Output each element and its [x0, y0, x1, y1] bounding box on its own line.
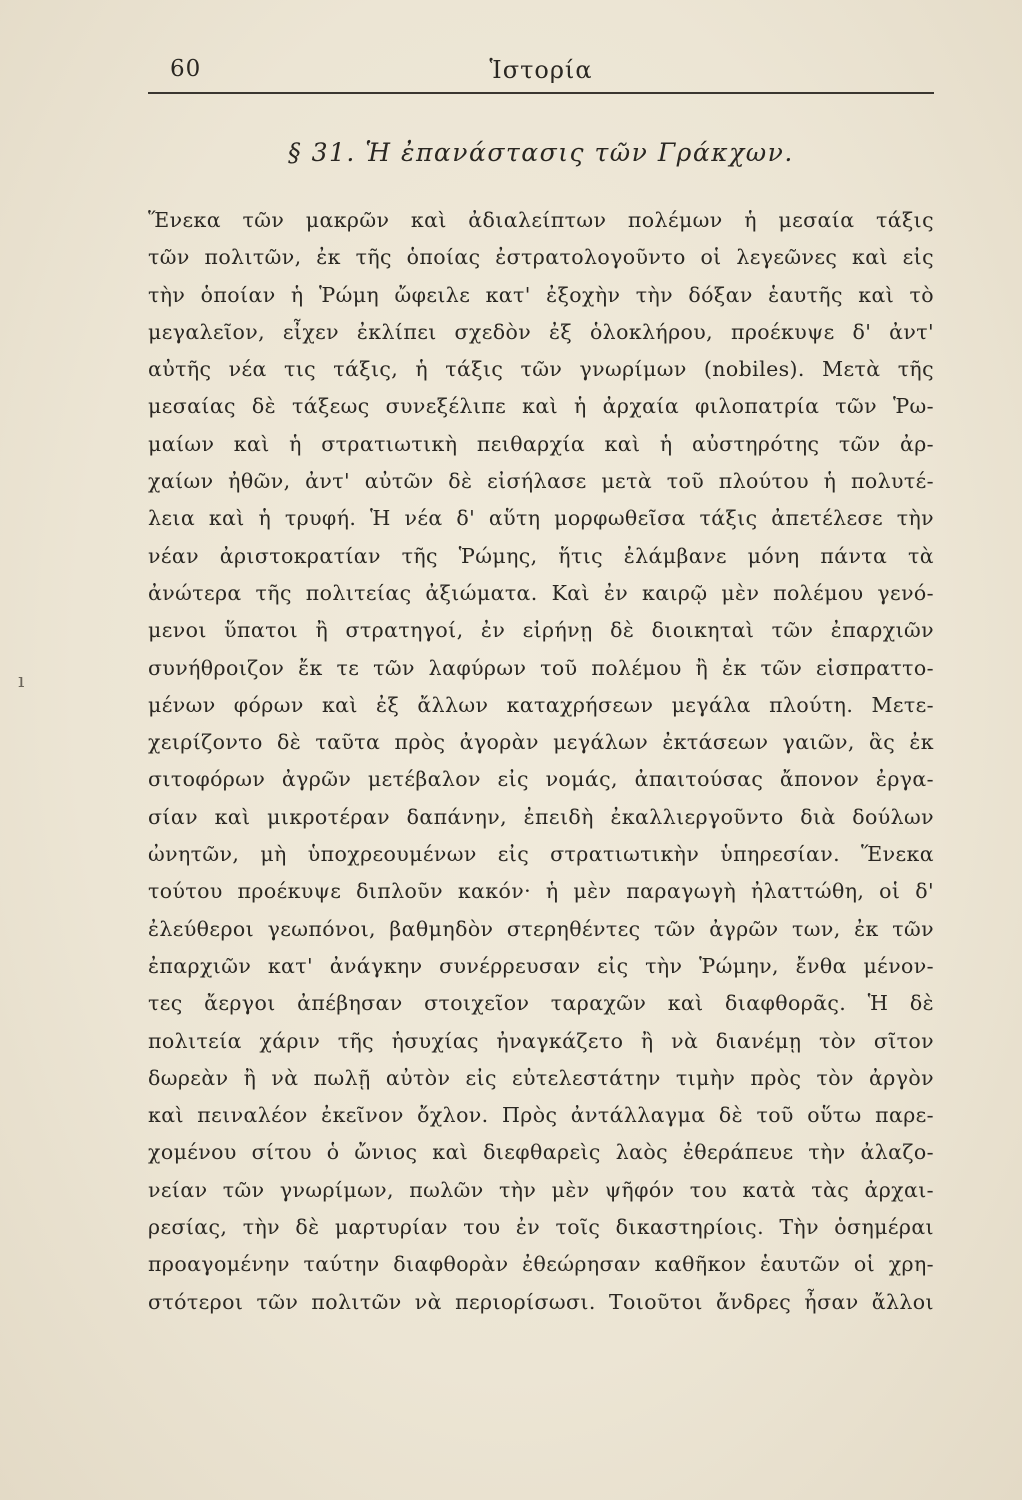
text-line: ἐλεύθεροι γεωπόνοι, βαθμηδὸν στερηθέντες τῶν ἀγρῶν των, ἐκ τῶν: [148, 916, 934, 941]
text-line: σιτοφόρων ἀγρῶν μετέβαλον εἰς νομάς, ἀπαιτούσας ἄπονον ἐργα-: [148, 767, 934, 792]
body-text: [148, 202, 934, 1321]
text-line: νέαν ἀριστοκρατίαν τῆς Ῥώμης, ἥτις ἐλάμβανε μόνη πάντα τὰ: [148, 543, 934, 568]
text-line: σίαν καὶ μικροτέραν δαπάνην, ἐπειδὴ ἐκαλλιεργοῦντο διὰ δούλων: [148, 804, 934, 829]
section-heading: § 31. Ἡ ἐπανάστασις τῶν Γράκχων.: [288, 138, 794, 167]
text-line: χαίων ἠθῶν, ἀντ' αὐτῶν δὲ εἰσήλασε μετὰ τοῦ πλούτου ἡ πολυτέ-: [148, 469, 934, 494]
text-line: ἀνώτερα τῆς πολιτείας ἀξιώματα. Καὶ ἐν καιρῷ μὲν πολέμου γενό-: [148, 580, 934, 605]
text-line: ὠνητῶν, μὴ ὑποχρεουμένων εἰς στρατιωτικὴν ὑπηρεσίαν. Ἕνεκα: [148, 842, 934, 867]
margin-mark: ı: [18, 668, 25, 692]
text-line: Ἕνεκα τῶν μακρῶν καὶ ἀδιαλείπτων πολέμων ἡ μεσαία τάξις: [148, 208, 934, 232]
page-number: 60: [170, 56, 202, 82]
text-line: χομένου σίτου ὁ ὤνιος καὶ διεφθαρεὶς λαὸς ἐθεράπευε τὴν ἀλαζο-: [148, 1140, 934, 1165]
text-line: χειρίζοντο δὲ ταῦτα πρὸς ἀγορὰν μεγάλων ἐκτάσεων γαιῶν, ἃς ἐκ: [148, 730, 934, 755]
running-title: Ἱστορία: [489, 56, 593, 84]
text-line: λεια καὶ ἡ τρυφή. Ἡ νέα δ' αὕτη μορφωθεῖσα τάξις ἀπετέλεσε τὴν: [148, 506, 934, 531]
running-head: [148, 52, 934, 92]
text-line: μένων φόρων καὶ ἐξ ἄλλων καταχρήσεων μεγάλα πλούτη. Μετε-: [148, 692, 934, 717]
header-rule: [148, 92, 934, 94]
text-line: αὐτῆς νέα τις τάξις, ἡ τάξις τῶν γνωρίμων (nobiles). Μετὰ τῆς: [148, 357, 934, 382]
text-line: συνήθροιζον ἔκ τε τῶν λαφύρων τοῦ πολέμου ἢ ἐκ τῶν εἰσπραττο-: [148, 655, 934, 680]
text-line: νείαν τῶν γνωρίμων, πωλῶν τὴν μὲν ψῆφόν του κατὰ τὰς ἀρχαι-: [148, 1177, 934, 1202]
text-line: ρεσίας, τὴν δὲ μαρτυρίαν του ἐν τοῖς δικαστηρίοις. Τὴν ὁσημέραι: [148, 1215, 934, 1240]
text-line: μενοι ὕπατοι ἢ στρατηγοί, ἐν εἰρήνῃ δὲ διοικηταὶ τῶν ἐπαρχιῶν: [148, 618, 934, 643]
text-line: προαγομένην ταύτην διαφθορὰν ἐθεώρησαν καθῆκον ἑαυτῶν οἱ χρη-: [148, 1252, 934, 1277]
text-line: δωρεὰν ἢ νὰ πωλῇ αὐτὸν εἰς εὐτελεστάτην τιμὴν πρὸς τὸν ἀργὸν: [148, 1065, 934, 1090]
text-line: ἐπαρχιῶν κατ' ἀνάγκην συνέρρευσαν εἰς τὴν Ῥώμην, ἔνθα μένον-: [148, 953, 934, 978]
text-line: μαίων καὶ ἡ στρατιωτικὴ πειθαρχία καὶ ἡ αὐστηρότης τῶν ἀρ-: [148, 431, 934, 456]
text-line: καὶ πειναλέον ἐκεῖνον ὄχλον. Πρὸς ἀντάλλαγμα δὲ τοῦ οὕτω παρε-: [148, 1103, 934, 1128]
text-line: τούτου προέκυψε διπλοῦν κακόν· ἡ μὲν παραγωγὴ ἠλαττώθη, οἱ δ': [148, 879, 934, 904]
text-line: τῶν πολιτῶν, ἐκ τῆς ὁποίας ἐστρατολογοῦντο οἱ λεγεῶνες καὶ εἰς: [148, 245, 934, 270]
text-line: στότεροι τῶν πολιτῶν νὰ περιορίσωσι. Τοιοῦτοι ἄνδρες ἦσαν ἄλλοι: [148, 1289, 934, 1314]
text-line: τὴν ὁποίαν ἡ Ῥώμη ὤφειλε κατ' ἐξοχὴν τὴν δόξαν ἑαυτῆς καὶ τὸ: [148, 282, 934, 307]
text-line: μεσαίας δὲ τάξεως συνεξέλιπε καὶ ἡ ἀρχαία φιλοπατρία τῶν Ῥω-: [148, 394, 934, 419]
text-line: πολιτεία χάριν τῆς ἡσυχίας ἠναγκάζετο ἢ νὰ διανέμῃ τὸν σῖτον: [148, 1028, 934, 1053]
text-line: μεγαλεῖον, εἶχεν ἐκλίπει σχεδὸν ἐξ ὁλοκλήρου, προέκυψε δ' ἀντ': [148, 319, 934, 344]
text-line: τες ἄεργοι ἀπέβησαν στοιχεῖον ταραχῶν καὶ διαφθορᾶς. Ἡ δὲ: [148, 991, 934, 1016]
